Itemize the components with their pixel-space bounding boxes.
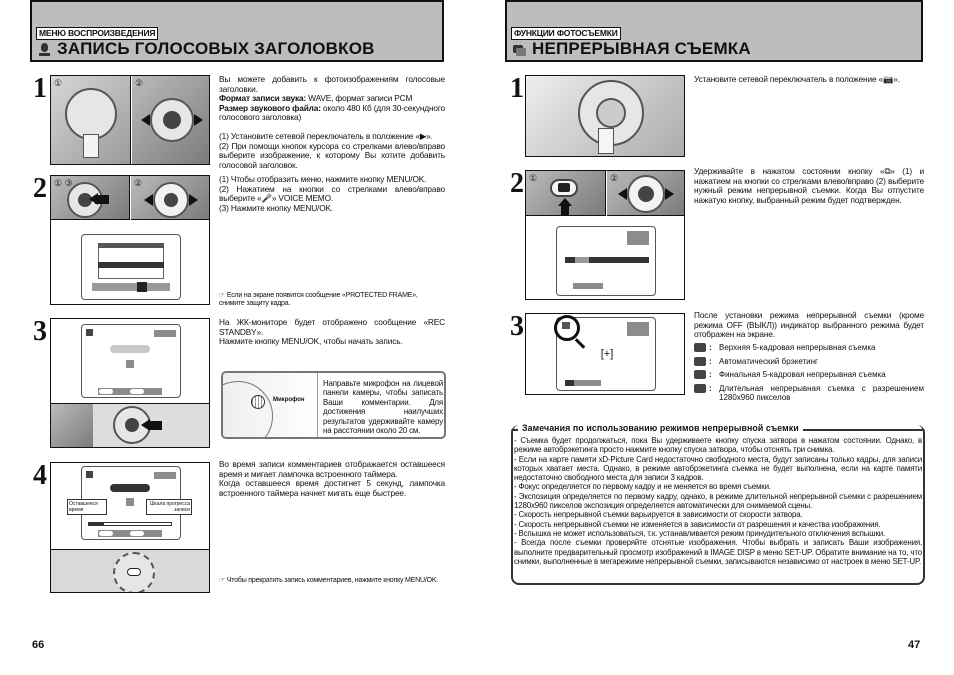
page-title: ЗАПИСЬ ГОЛОСОВЫХ ЗАГОЛОВКОВ [38,39,375,59]
camera-mode-indicator [598,128,614,154]
step-number: 2 [33,173,47,204]
continuous-shooting-icon [513,43,526,56]
right-step3-figure [525,313,685,395]
note-icon: ☞ [219,292,227,299]
step-number: 1 [510,73,524,104]
step2-text: (1) Чтобы отобразить меню, нажмите кнопку MENU/OK. (2) Нажатием на кнопки со стрелками влево/вправо выберите «🎤» VOICE MEMO. (3) Нажмите кнопку MENU/OK. [219,174,445,213]
page-number-right: 47 [908,639,921,651]
step2-figure: ① ③ ② [50,175,210,305]
notes-body: - Съемка будет продолжаться, пока Вы удерживаете кнопку спуска затвора в нажатом состоянии. Однако, в режиме автобрэкетинга просто нажмите кнопку спуска затвора, чтобы отснять три снимка. - Если на карте памяти xD-Picture Card недостаточно свободного места, будут записаны только кадры, для записи которых хватает места. Однако, в режиме автобрэкетинга съемка не будет выполнена, если на карте памяти недостаточно свободного места для записи 3 кадров. - Фокус определяется по первому кадру и не меняется во время съемки. - Экспозиция определяется по первому кадру, однако, в режиме длительной непрерывной съемки с разрешением 1280x960 пикселов экспозиция определяется автоматически для снимаемой сцены. - Скорость непрерывной съемки варьируется в зависимости от скорости затвора. - Скорость непрерывной съемки не изменяется в зависимости от разрешения и качества изображения. - Вспышка не может использоваться, т.к. устанавливается режим принудительного отключения вспышки. - Всегда после съемки проверяйте отснятые изображения. Чтобы выбрать и записать Ваши изображения, выполните предварительный просмотр изображений в IMAGE DISP в меню SET-UP. Обратите внимание на то, что снимки, выполненные в мегарежиме непрерывной съемки, записываются независимо от настроек в меню SET-UP. [514,436,922,566]
step-number: 1 [33,73,47,104]
mode-list [694,343,924,407]
step-number: 4 [33,460,47,491]
notes-title: Замечания по использованию режимов непрерывной съемки [518,423,803,433]
step1-figure [50,75,210,165]
note-icon: ☞ [219,577,227,584]
step-number: 2 [510,168,524,199]
lcd-mode-select-screen [556,226,656,296]
right-step1-text: Установите сетевой переключатель в положение «📷». [694,74,900,84]
page-title: НЕПРЕРЫВНАЯ СЪЕМКА [513,39,751,59]
lcd-rec-standby-screen [81,324,181,398]
section-tag: ФУНКЦИИ ФОТОСЪЕМКИ [511,27,621,40]
microphone-grille-icon [251,395,265,409]
left-page-header [30,0,444,62]
continuous-button-icon [558,183,570,192]
step4-text: Во время записи комментариев отображается оставшееся время и мигает лампочка встроенного таймера. Когда оставшееся время достигнет 5 секунд, лампочка встроенного таймера начнет мигать еще быстрее. [219,459,445,498]
mode-switch-figure [525,75,685,157]
step2-note: ☞ Если на экране появится сообщение «PROTECTED FRAME», снимите защиту кадра. [219,292,418,307]
step4-note: ☞ Чтобы прекратить запись комментариев, нажмите кнопку MENU/OK. [219,577,439,584]
step3-text: На ЖК-мониторе будет отображено сообщение «REC STANDBY». Нажмите кнопку MENU/OK, чтобы начать запись. [219,317,445,347]
microphone-callout: Микрофон Направьте микрофон на лицевой панели камеры, чтобы записать Ваши комментарии. Для достижения наилучших результатов удерживайте камеру на расстоянии около 20 см. [221,371,446,439]
step-number: 3 [510,311,524,342]
mode-item: : Длительная непрерывная съемка с разрешением 1280x960 пикселов [694,384,924,403]
cursor-pad-photo: ② [132,76,210,165]
auto-bracketing-icon [694,357,706,366]
step-number: 3 [33,316,47,347]
right-step2-figure: ① ② [525,170,685,300]
lcd-menu-screen [81,234,181,300]
camera-side-illustration: Микрофон [223,373,318,439]
right-page-header [505,0,923,62]
right-step2-text: Удерживайте в нажатом состоянии кнопку «⧉» (1) и нажатием на кнопки со стрелками влево/вправо (2) выберите нужный режим непрерывной съемки. Когда Вы отпустите нажатую кнопку, выбранный режим будет подтвержден. [694,166,924,205]
long-period-icon [694,384,706,393]
section-tag: МЕНЮ ВОСПРОИЗВЕДЕНИЯ [36,27,158,40]
mode-switch-photo: ① [51,76,131,165]
microphone-icon [38,43,51,56]
mode-item: : Автоматический брэкетинг [694,357,924,367]
page-number-left: 66 [32,639,45,651]
mode-item: : Финальная 5-кадровая непрерывная съемка [694,370,924,380]
step4-figure [50,462,210,593]
step3-figure [50,318,210,448]
remaining-time-label: Оставшееся время [67,499,107,515]
top-5-frame-icon [694,343,706,352]
progress-scale-label: Шкала прогресса записи [146,499,192,515]
mode-item: : Верхняя 5-кадровая непрерывная съемка [694,343,924,353]
step1-text: Вы можете добавить к фотоизображениям голосовые заголовки. Формат записи звука: WAVE, формат записи PCM Размер звукового файла: около 480 Кб (для 30-секундного голосового заголовка) (1) Установите сетевой переключатель в положение «▶». (2) При помощи кнопок курсора со стрелками влево/вправо выберите изображение, к которому Вы хотите добавить голосовой заголовок. [219,74,446,170]
focus-frame-icon: [+] [600,348,614,360]
final-5-frame-icon [694,370,706,379]
right-step3-text: После установки режима непрерывной съемки (кроме режима OFF (ВЫКЛ)) индикатор выбранного режима будет отображен на экране. [694,310,924,340]
